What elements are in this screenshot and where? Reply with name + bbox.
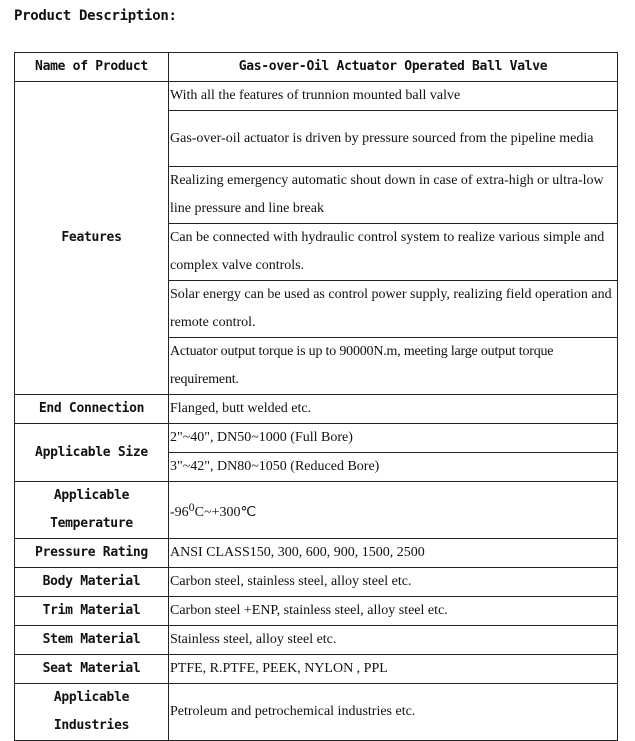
temperature-min: -96: [170, 505, 189, 520]
pressure-rating-label: Pressure Rating: [15, 539, 169, 568]
stem-material-label: Stem Material: [15, 626, 169, 655]
body-material-value: Carbon steel, stainless steel, alloy steel etc.: [169, 568, 618, 597]
industries-value: Petroleum and petrochemical industries etc.: [169, 684, 618, 741]
applicable-size-value: 2"~40", DN50~1000 (Full Bore): [169, 424, 618, 453]
applicable-size-label: Applicable Size: [15, 424, 169, 482]
temperature-value: [169, 482, 618, 539]
table-row: [15, 82, 618, 111]
table-row: [15, 53, 618, 82]
end-connection-label: End Connection: [15, 395, 169, 424]
product-name-label: Name of Product: [15, 53, 169, 82]
end-connection-value: Flanged, butt welded etc.: [169, 395, 618, 424]
page-title: Product Description:: [14, 8, 177, 24]
feature-item: Solar energy can be used as control power supply, realizing field operation and remote control.: [169, 281, 618, 338]
temperature-range: C~+300℃: [194, 505, 257, 520]
table-row: [15, 482, 618, 539]
table-row: [15, 395, 618, 424]
seat-material-label: Seat Material: [15, 655, 169, 684]
table-row: [15, 626, 618, 655]
features-label: Features: [15, 82, 169, 395]
product-spec-table: [14, 52, 618, 741]
table-row: [15, 655, 618, 684]
table-row: [15, 684, 618, 741]
temperature-label: Applicable Temperature: [15, 482, 169, 539]
applicable-size-value: 3"~42", DN80~1050 (Reduced Bore): [169, 453, 618, 482]
table-row: [15, 539, 618, 568]
trim-material-label: Trim Material: [15, 597, 169, 626]
feature-item: Gas-over-oil actuator is driven by pressure sourced from the pipeline media: [169, 111, 618, 167]
industries-label: Applicable Industries: [15, 684, 169, 741]
feature-item: Can be connected with hydraulic control system to realize various simple and complex valve controls.: [169, 224, 618, 281]
stem-material-value: Stainless steel, alloy steel etc.: [169, 626, 618, 655]
feature-item: Realizing emergency automatic shout down in case of extra-high or ultra-low line pressure and line break: [169, 167, 618, 224]
degree-superscript: 0: [188, 500, 195, 514]
seat-material-value: PTFE, R.PTFE, PEEK, NYLON , PPL: [169, 655, 618, 684]
feature-item: With all the features of trunnion mounted ball valve: [169, 82, 618, 111]
body-material-label: Body Material: [15, 568, 169, 597]
trim-material-value: Carbon steel +ENP, stainless steel, alloy steel etc.: [169, 597, 618, 626]
feature-item: Actuator output torque is up to 90000N.m, meeting large output torque requirement.: [169, 338, 618, 395]
table-row: [15, 597, 618, 626]
pressure-rating-value: ANSI CLASS150, 300, 600, 900, 1500, 2500: [169, 539, 618, 568]
table-row: [15, 568, 618, 597]
product-name-value: Gas-over-Oil Actuator Operated Ball Valve: [169, 53, 618, 82]
table-row: [15, 424, 618, 453]
